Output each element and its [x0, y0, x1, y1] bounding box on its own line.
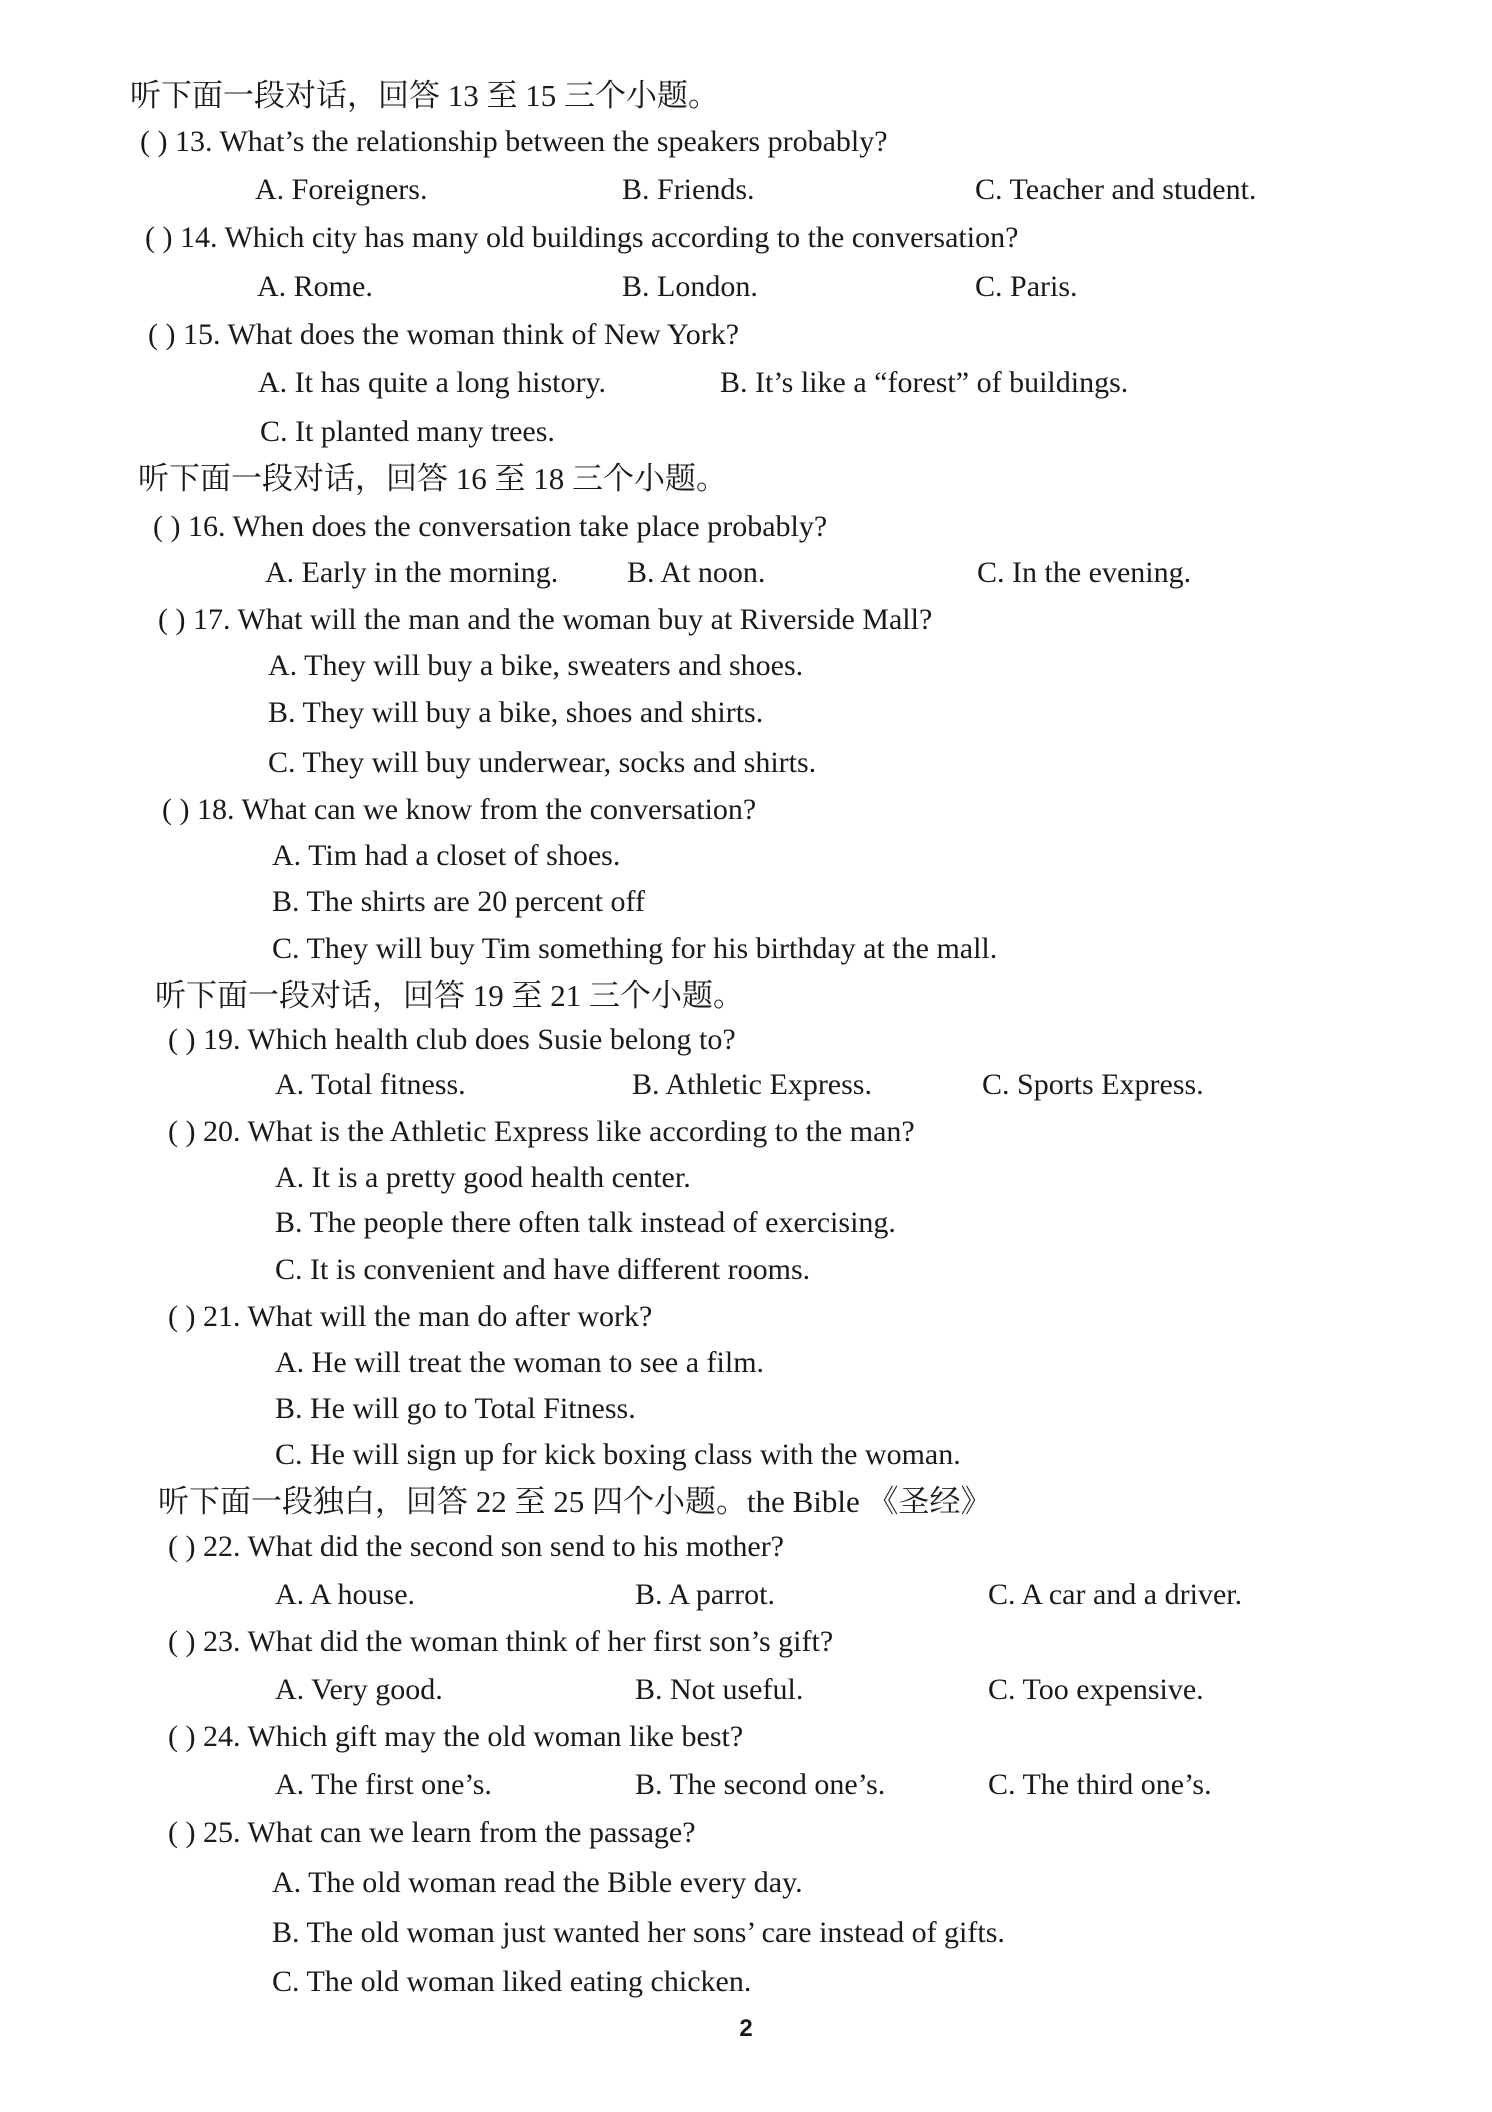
q24-option-c: C. The third one’s.: [988, 1768, 1212, 1801]
q15-option-b: B. It’s like a “forest” of buildings.: [720, 366, 1129, 399]
question-25: ( ) 25. What can we learn from the passage?: [168, 1816, 696, 1849]
q17-option-b: B. They will buy a bike, shoes and shirts.: [268, 696, 764, 729]
q16-option-a: A. Early in the morning.: [265, 556, 559, 589]
q14-option-c: C. Paris.: [975, 270, 1078, 303]
q14-option-b: B. London.: [622, 270, 758, 303]
q22-option-a: A. A house.: [275, 1578, 416, 1611]
q25-option-c: C. The old woman liked eating chicken.: [272, 1965, 752, 1998]
question-19: ( ) 19. Which health club does Susie belong to?: [168, 1023, 736, 1056]
q19-option-a: A. Total fitness.: [275, 1068, 466, 1101]
q16-option-c: C. In the evening.: [977, 556, 1192, 589]
section-heading-22-25: 听下面一段独白，回答 22 至 25 四个小题。the Bible 《圣经》: [158, 1484, 992, 1519]
question-23: ( ) 23. What did the woman think of her first son’s gift?: [168, 1625, 834, 1658]
q13-option-c: C. Teacher and student.: [975, 173, 1257, 206]
q22-option-c: C. A car and a driver.: [988, 1578, 1243, 1611]
q24-option-b: B. The second one’s.: [635, 1768, 886, 1801]
section-heading-13-15: 听下面一段对话，回答 13 至 15 三个小题。: [130, 78, 719, 113]
q24-option-a: A. The first one’s.: [275, 1768, 492, 1801]
q15-option-a: A. It has quite a long history.: [258, 366, 607, 399]
question-14: ( ) 14. Which city has many old buildings according to the conversation?: [145, 221, 1019, 254]
question-17: ( ) 17. What will the man and the woman buy at Riverside Mall?: [158, 603, 933, 636]
q23-option-a: A. Very good.: [275, 1673, 443, 1706]
q15-option-c: C. It planted many trees.: [260, 415, 555, 448]
q18-option-c: C. They will buy Tim something for his birthday at the mall.: [272, 932, 998, 965]
q20-option-b: B. The people there often talk instead of exercising.: [275, 1206, 896, 1239]
q22-option-b: B. A parrot.: [635, 1578, 775, 1611]
question-24: ( ) 24. Which gift may the old woman like best?: [168, 1720, 744, 1753]
question-21: ( ) 21. What will the man do after work?: [168, 1300, 653, 1333]
question-15: ( ) 15. What does the woman think of New York?: [148, 318, 740, 351]
q19-option-b: B. Athletic Express.: [632, 1068, 872, 1101]
question-20: ( ) 20. What is the Athletic Express like according to the man?: [168, 1115, 915, 1148]
section-heading-19-21: 听下面一段对话，回答 19 至 21 三个小题。: [155, 978, 744, 1013]
q13-option-a: A. Foreigners.: [255, 173, 428, 206]
page-number: 2: [739, 2015, 753, 2042]
q21-option-a: A. He will treat the woman to see a film.: [275, 1346, 765, 1379]
q21-option-b: B. He will go to Total Fitness.: [275, 1392, 636, 1425]
section-heading-16-18: 听下面一段对话，回答 16 至 18 三个小题。: [138, 461, 727, 496]
q17-option-a: A. They will buy a bike, sweaters and shoes.: [268, 649, 804, 682]
q20-option-c: C. It is convenient and have different rooms.: [275, 1253, 811, 1286]
question-16: ( ) 16. When does the conversation take place probably?: [153, 510, 828, 543]
q19-option-c: C. Sports Express.: [982, 1068, 1204, 1101]
question-22: ( ) 22. What did the second son send to his mother?: [168, 1530, 784, 1563]
q25-option-a: A. The old woman read the Bible every day.: [272, 1866, 803, 1899]
q23-option-c: C. Too expensive.: [988, 1673, 1204, 1706]
q18-option-b: B. The shirts are 20 percent off: [272, 885, 645, 918]
q16-option-b: B. At noon.: [627, 556, 766, 589]
q14-option-a: A. Rome.: [257, 270, 373, 303]
q20-option-a: A. It is a pretty good health center.: [275, 1161, 691, 1194]
q21-option-c: C. He will sign up for kick boxing class with the woman.: [275, 1438, 961, 1471]
q25-option-b: B. The old woman just wanted her sons’ care instead of gifts.: [272, 1916, 1005, 1949]
q23-option-b: B. Not useful.: [635, 1673, 804, 1706]
question-13: ( ) 13. What’s the relationship between the speakers probably?: [140, 125, 888, 158]
q13-option-b: B. Friends.: [622, 173, 755, 206]
q17-option-c: C. They will buy underwear, socks and shirts.: [268, 746, 817, 779]
question-18: ( ) 18. What can we know from the conversation?: [162, 793, 757, 826]
q18-option-a: A. Tim had a closet of shoes.: [272, 839, 621, 872]
